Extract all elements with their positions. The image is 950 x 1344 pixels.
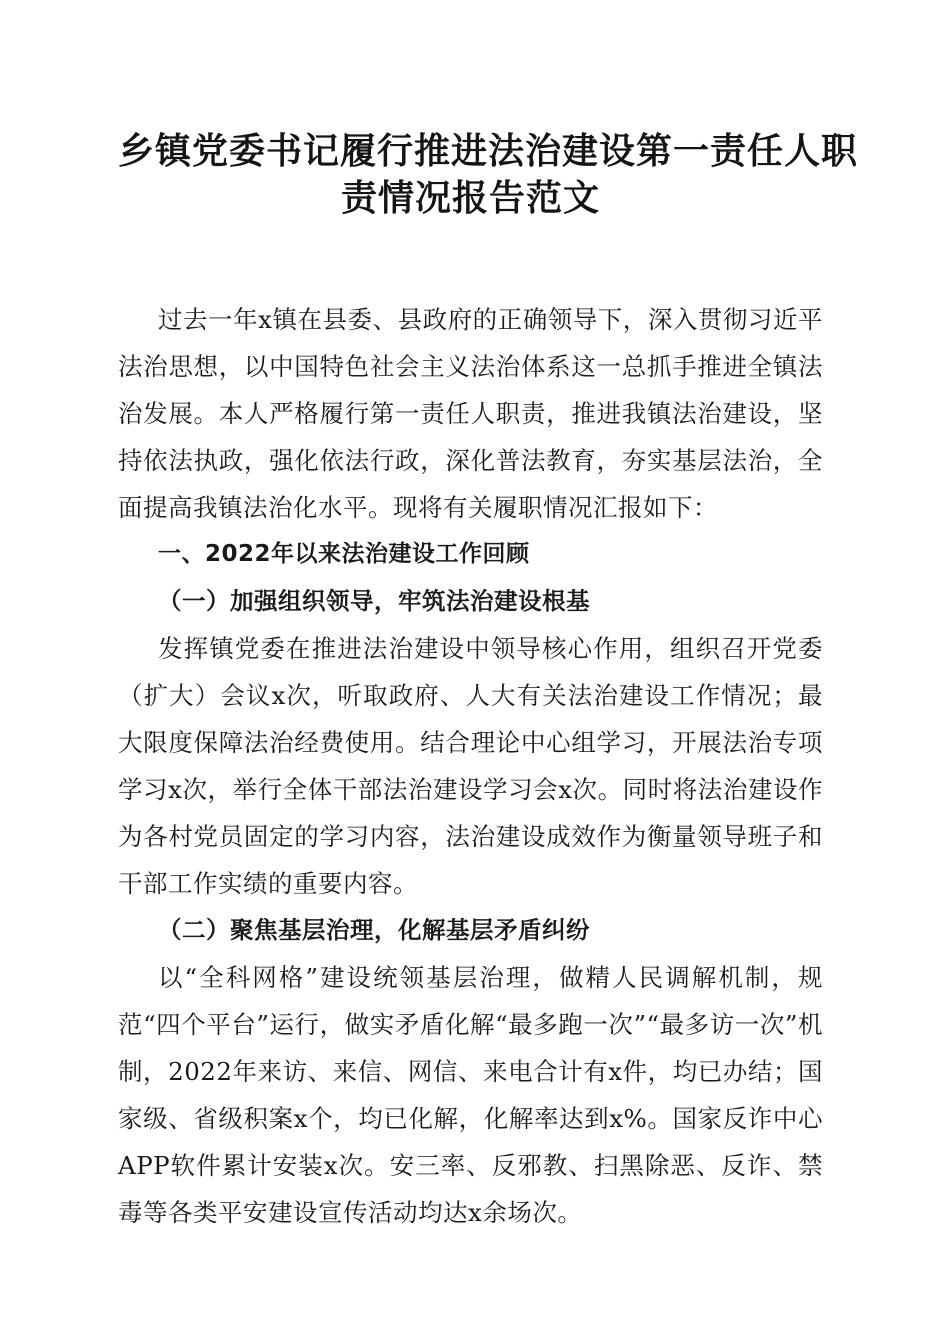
subsection-heading-2: （二）聚焦基层治理，化解基层矛盾纠纷 xyxy=(158,916,590,944)
section-heading-1: 一、2022年以来法治建设工作回顾 xyxy=(158,541,530,567)
title-line-1: 乡镇党委书记履行推进法治建设第一责任人职 xyxy=(118,130,859,172)
subsection-heading-1: （一）加强组织领导，牢筑法治建设根基 xyxy=(158,587,590,615)
title-line-2: 责情况报告范文 xyxy=(340,177,600,219)
intro-paragraph: 过去一年x镇在县委、县政府的正确领导下，深入贯彻习近平法治思想，以中国特色社会主义法治体系这一总抓手推进全镇法治发展。本人严格履行第一责任人职责，推进我镇法治建设，坚持依法执政，强化依法行政，深化普法教育，夯实基层法治，全面提高我镇法治化水平。现将有关履职情况汇报如下： xyxy=(118,305,823,522)
subsection-2-paragraph: 以“全科网格”建设统领基层治理，做精人民调解机制，规范“四个平台”运行，做实矛盾化解“最多跑一次”“最多访一次”机制，2022年来访、来信、网信、来电合计有x件，均已办结；国家级、省级积案x个，均已化解，化解率达到x%。国家反诈中心APP软件累计安装x次。安三率、反邪教、扫黑除恶、反诈、禁毒等各类平安建设宣传活动均达x余场次。 xyxy=(118,963,823,1227)
document-title xyxy=(118,128,859,222)
document-body xyxy=(118,296,823,1236)
document-page xyxy=(118,128,859,1236)
subsection-1-paragraph: 发挥镇党委在推进法治建设中领导核心作用，组织召开党委（扩大）会议x次，听取政府、人大有关法治建设工作情况；最大限度保障法治经费使用。结合理论中心组学习，开展法治专项学习x次，举行全体干部法治建设学习会x次。同时将法治建设作为各村党员固定的学习内容，法治建设成效作为衡量领导班子和干部工作实绩的重要内容。 xyxy=(118,634,823,898)
